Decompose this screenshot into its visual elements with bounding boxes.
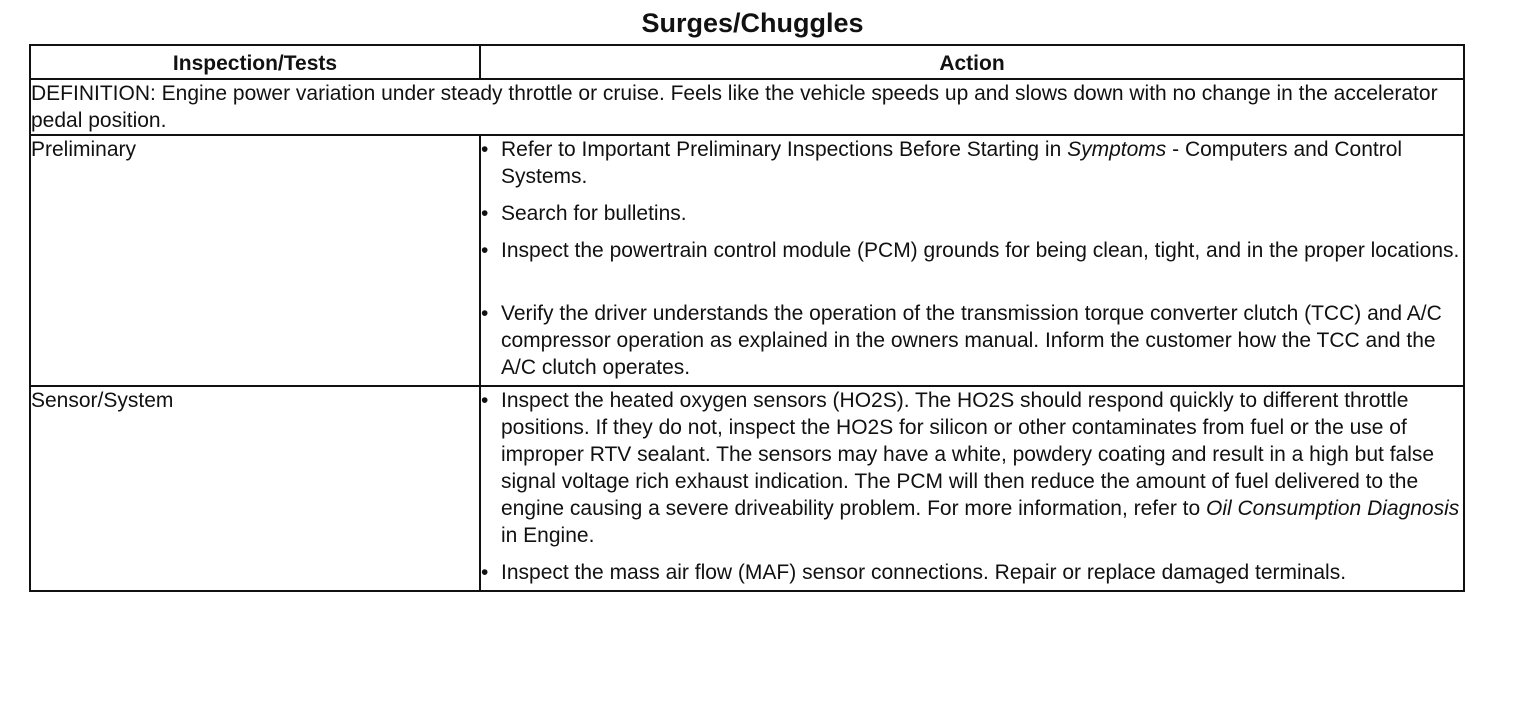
action-text: Verify the driver understands the operation of the transmission torque converter clutch (TCC) and A/C compressor operation as explained in the owners manual. Inform the customer how the TCC and the A/C clutch operates. [501,302,1442,379]
header-action: Action [480,45,1464,79]
action-text: Search for bulletins. [501,202,687,225]
bullet-icon: • [481,239,489,262]
category-preliminary: Preliminary [30,135,480,386]
actions-sensor-system [480,386,1464,591]
list-item [481,237,1463,264]
category-sensor-system: Sensor/System [30,386,480,591]
action-list-sensor-system [481,387,1463,586]
action-text: - Computers and Control Systems. [501,138,1403,188]
bullet-icon: • [481,302,489,325]
bullet-icon: • [481,389,489,412]
action-text: Inspect the powertrain control module (PCM) grounds for being clean, tight, and in the proper locations. [501,239,1460,262]
bullet-icon: • [481,138,489,161]
list-item [481,136,1463,190]
table-row-preliminary [30,135,1464,386]
action-text: in Engine. [501,524,595,547]
list-item [481,300,1463,381]
table-header-row [30,45,1464,79]
action-list-preliminary [481,136,1463,381]
action-italic-text: Symptoms [1067,138,1167,161]
header-inspection-tests: Inspection/Tests [30,45,480,79]
bullet-icon: • [481,202,489,225]
actions-preliminary [480,135,1464,386]
page-title: Surges/Chuggles [641,8,864,38]
definition-text: DEFINITION: Engine power variation under steady throttle or cruise. Feels like the vehicle speeds up and slows down with no change in the accelerator pedal position. [30,79,1464,135]
surges-chuggles-table [29,44,1465,592]
action-text: Inspect the mass air flow (MAF) sensor connections. Repair or replace damaged terminals. [501,561,1347,584]
action-text: Refer to Important Preliminary Inspections Before Starting in [501,138,1068,161]
action-text: Inspect the heated oxygen sensors (HO2S). The HO2S should respond quickly to different throttle positions. If they do not, inspect the HO2S for silicon or other contaminates from fuel or the use of improper RTV sealant. The sensors may have a white, powdery coating and result in a high but false signal voltage rich exhaust indication. The PCM will then reduce the amount of fuel delivered to the engine causing a severe driveability problem. For more information, refer to [501,389,1435,520]
bullet-icon: • [481,561,489,584]
table-row-sensor-system [30,386,1464,591]
list-item [481,559,1463,586]
list-item [481,200,1463,227]
action-italic-text: Oil Consumption Diagnosis [1206,497,1460,520]
definition-row [30,79,1464,135]
list-item [481,387,1463,549]
